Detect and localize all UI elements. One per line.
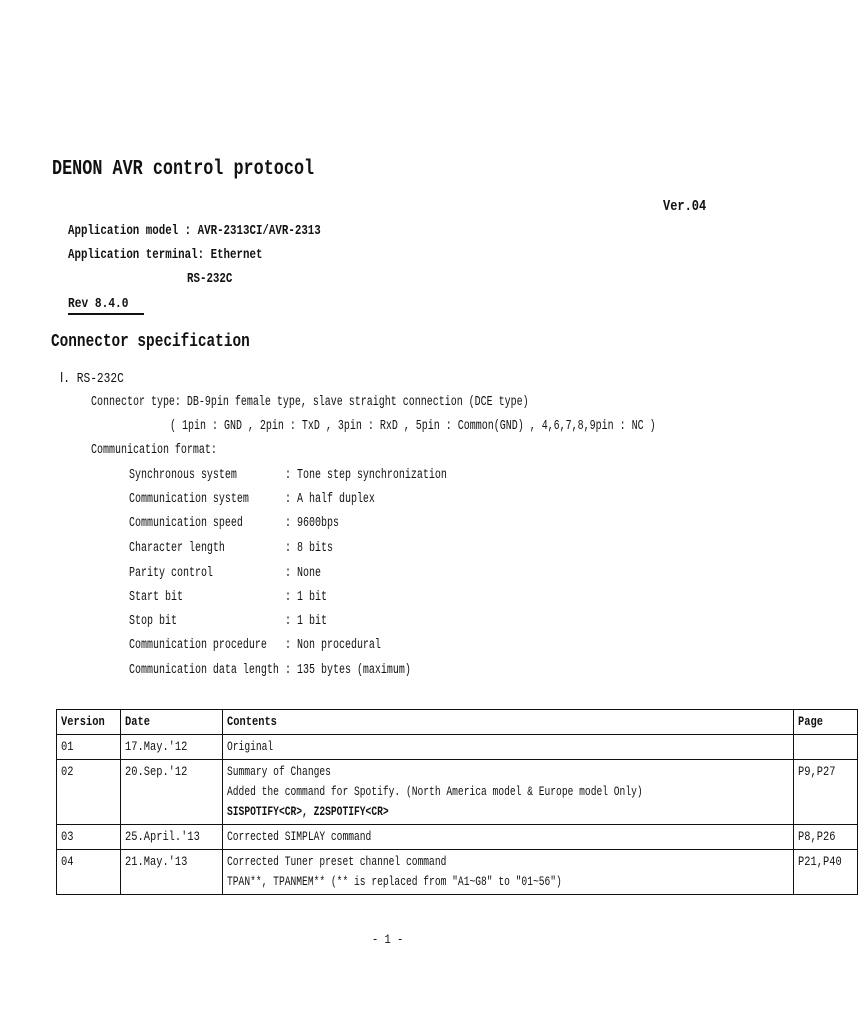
cell-date: 17.May.'12 [120, 735, 223, 760]
cell-date: 21.May.'13 [120, 850, 223, 895]
cell-version: 04 [57, 850, 121, 895]
document-title: DENON AVR control protocol [52, 158, 315, 181]
spec-value: : None [285, 566, 321, 581]
header-date: Date [120, 710, 223, 735]
revision-history-table [56, 709, 858, 895]
spec-label: Character length [129, 541, 225, 556]
cell-contents: Corrected Tuner preset channel command TPAN**, TPANMEM** (** is replaced from "A1~G8" to "01~56") [223, 850, 794, 895]
header-contents: Contents [223, 710, 794, 735]
cell-contents: Original [223, 735, 794, 760]
spec-label: Start bit [129, 590, 183, 605]
header-version: Version [57, 710, 121, 735]
header-page: Page [793, 710, 857, 735]
spec-value: : 135 bytes (maximum) [285, 663, 411, 678]
spec-label: Parity control [129, 566, 213, 581]
pin-assignment: ( 1pin : GND , 2pin : TxD , 3pin : RxD , 5pin : Common(GND) , 4,6,7,8,9pin : NC ) [170, 419, 656, 434]
version-label: Ver.04 [663, 198, 707, 215]
application-terminal-rs232c: RS-232C [187, 272, 233, 287]
spec-value: : A half duplex [285, 492, 375, 507]
table-row [57, 760, 858, 825]
table-header-row [57, 710, 858, 735]
application-terminal: Application terminal: Ethernet [68, 248, 263, 263]
spec-value: : 1 bit [285, 614, 327, 629]
spec-label: Communication data length [129, 663, 279, 678]
page-number: - 1 - [372, 932, 404, 947]
connector-type: Connector type: DB-9pin female type, slave straight connection (DCE type) [91, 395, 529, 410]
cell-date: 20.Sep.'12 [120, 760, 223, 825]
cell-version: 01 [57, 735, 121, 760]
cell-version: 02 [57, 760, 121, 825]
table-row [57, 850, 858, 895]
spec-label: Stop bit [129, 614, 177, 629]
spec-label: Communication speed [129, 516, 243, 531]
spec-value: : 8 bits [285, 541, 333, 556]
cell-contents: Summary of Changes Added the command for Spotify. (North America model & Europe model Only) SISPOTIFY<CR>, Z2SPOTIFY<CR> [223, 760, 794, 825]
cell-contents: Corrected SIMPLAY command [223, 825, 794, 850]
section-title: Connector specification [51, 332, 250, 352]
communication-format-label: Communication format: [91, 443, 217, 458]
subsection-title: Ⅰ. RS-232C [60, 371, 124, 387]
spec-value: : Non procedural [285, 638, 381, 653]
cell-page: P8,P26 [793, 825, 857, 850]
spec-value: : 1 bit [285, 590, 327, 605]
spec-label: Synchronous system [129, 468, 237, 483]
spec-label: Communication procedure [129, 638, 267, 653]
cell-page: P9,P27 [793, 760, 857, 825]
table-row [57, 825, 858, 850]
revision-label: Rev 8.4.0 [68, 296, 144, 315]
table-row [57, 735, 858, 760]
cell-date: 25.April.'13 [120, 825, 223, 850]
spec-value: : 9600bps [285, 516, 339, 531]
application-model: Application model : AVR-2313CI/AVR-2313 [68, 224, 321, 239]
cell-page: P21,P40 [793, 850, 857, 895]
cell-version: 03 [57, 825, 121, 850]
cell-page [793, 735, 857, 760]
spec-value: : Tone step synchronization [285, 468, 447, 483]
spec-label: Communication system [129, 492, 249, 507]
